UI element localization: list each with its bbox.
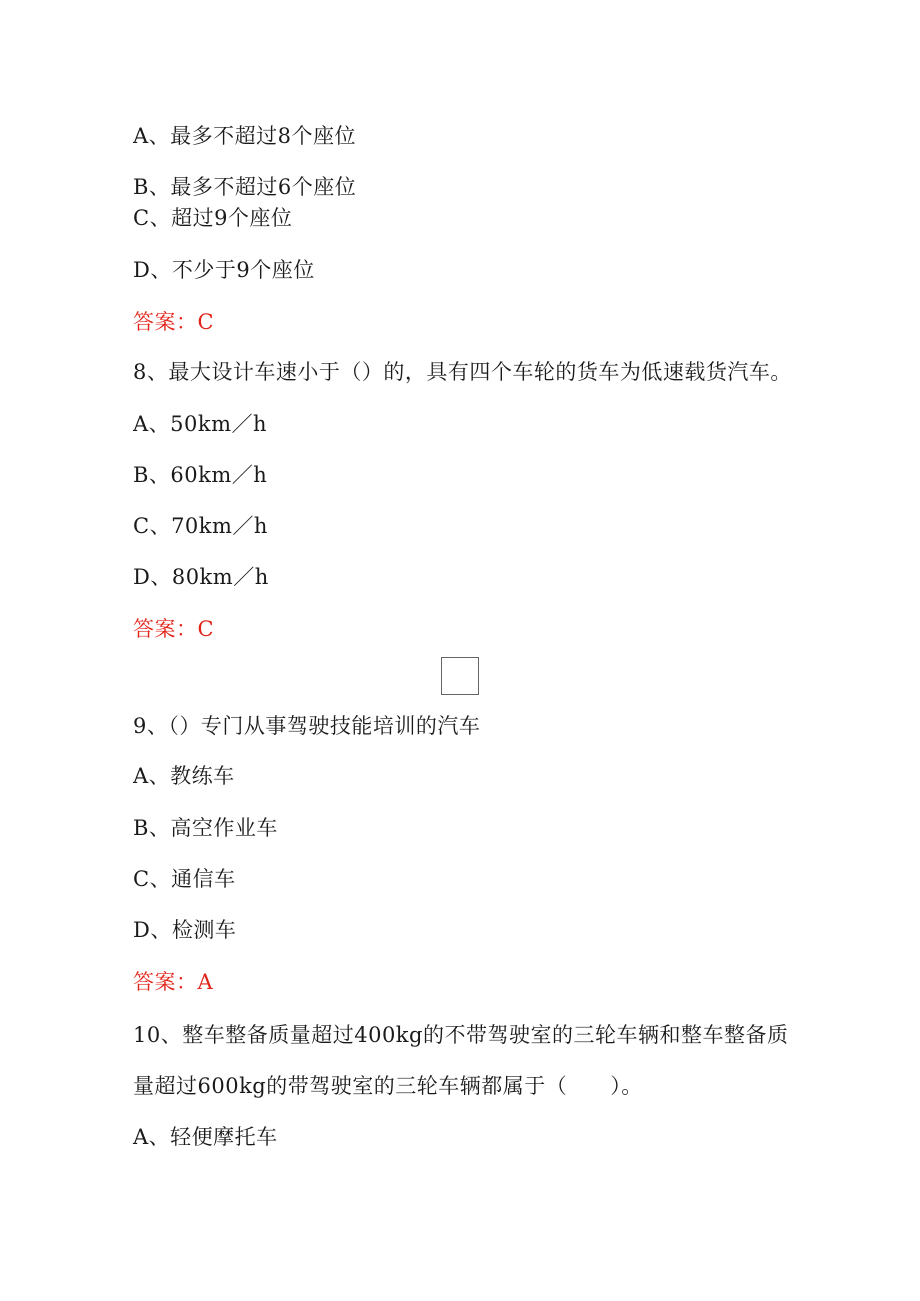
q9-option-d: D、检测车 (133, 918, 237, 942)
q7-answer: 答案：C (133, 310, 215, 334)
q8-question: 8、最大设计车速小于（）的，具有四个车轮的货车为低速载货汽车。 (133, 360, 792, 384)
q7-option-c: C、超过9个座位 (133, 206, 293, 230)
q7-option-b: B、最多不超过6个座位 (133, 175, 357, 199)
q10-question-line-1: 10、整车整备质量超过400kg的不带驾驶室的三轮车辆和整车整备质 (133, 1023, 789, 1047)
q8-option-c: C、70km／h (133, 514, 268, 538)
q10-option-a: A、轻便摩托车 (133, 1125, 278, 1149)
q10-question-line-2: 量超过600kg的带驾驶室的三轮车辆都属于（ ）。 (133, 1074, 643, 1098)
q9-option-a: A、教练车 (133, 764, 235, 788)
q9-question: 9、（）专门从事驾驶技能培训的汽车 (133, 714, 481, 738)
q9-answer: 答案：A (133, 970, 214, 994)
q8-option-d: D、80km／h (133, 565, 269, 589)
q8-answer: 答案：C (133, 617, 215, 641)
blank-box-marker (441, 657, 479, 695)
q9-option-b: B、高空作业车 (133, 816, 278, 840)
q8-option-a: A、50km／h (133, 412, 268, 436)
q7-option-a: A、最多不超过8个座位 (133, 124, 357, 148)
q9-option-c: C、通信车 (133, 867, 236, 891)
q7-option-d: D、不少于9个座位 (133, 258, 315, 282)
q8-option-b: B、60km／h (133, 463, 268, 487)
